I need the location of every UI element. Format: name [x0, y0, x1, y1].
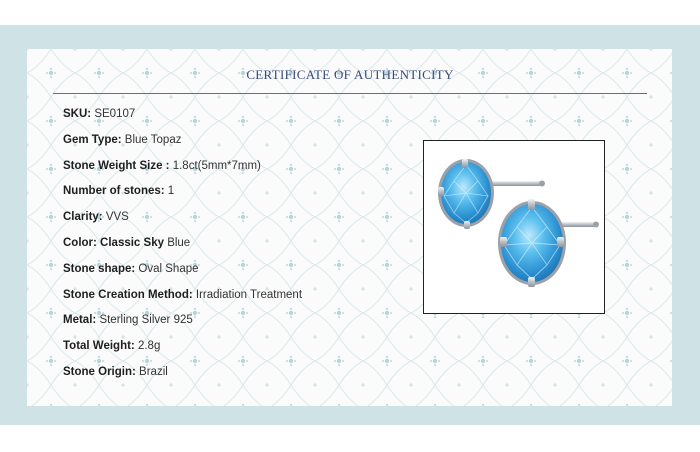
- spec-list: [63, 104, 302, 388]
- certificate-header: [0, 66, 700, 84]
- spec-label: Stone shape:: [63, 262, 136, 275]
- spec-label: Number of stones:: [63, 185, 165, 198]
- spec-label: Stone Creation Method:: [63, 288, 193, 301]
- spec-row-sku: [63, 104, 302, 130]
- spec-row-creation-method: [63, 285, 302, 311]
- blue-topaz-stud-earrings-icon: [424, 141, 604, 313]
- spec-label: Color: Classic Sky: [63, 236, 164, 249]
- spec-row-metal: [63, 310, 302, 336]
- certificate-title: CERTIFICATE OF AUTHENTICITY: [246, 67, 454, 82]
- product-photo: [423, 140, 605, 314]
- spec-value: 2.8g: [137, 340, 161, 353]
- spec-row-stone-origin: [63, 362, 302, 388]
- spec-label: Stone Weight Size :: [63, 159, 170, 172]
- spec-value: 1: [167, 185, 175, 198]
- spec-value: Sterling Silver 925: [99, 314, 193, 327]
- spec-row-color: [63, 233, 302, 259]
- spec-row-stone-shape: [63, 259, 302, 285]
- spec-value: Oval Shape: [138, 262, 199, 275]
- spec-label: Clarity:: [63, 211, 103, 224]
- spec-value: Blue: [167, 236, 191, 249]
- spec-value: Irradiation Treatment: [195, 288, 303, 301]
- spec-value: 1.8ct(5mm*7mm): [172, 159, 261, 172]
- title-divider: [53, 93, 647, 94]
- spec-value: VVS: [105, 211, 129, 224]
- spec-row-gem-type: [63, 130, 302, 156]
- spec-label: Stone Origin:: [63, 365, 136, 378]
- spec-value: Brazil: [139, 365, 168, 378]
- spec-row-clarity: [63, 207, 302, 233]
- spec-row-number-of-stones: [63, 181, 302, 207]
- spec-value: SE0107: [94, 108, 136, 120]
- spec-row-total-weight: [63, 336, 302, 362]
- spec-row-stone-weight: [63, 156, 302, 182]
- spec-label: Gem Type:: [63, 133, 122, 146]
- spec-label: SKU:: [63, 108, 92, 120]
- spec-value: Blue Topaz: [124, 133, 182, 146]
- spec-label: Metal:: [63, 314, 97, 327]
- spec-label: Total Weight:: [63, 340, 135, 353]
